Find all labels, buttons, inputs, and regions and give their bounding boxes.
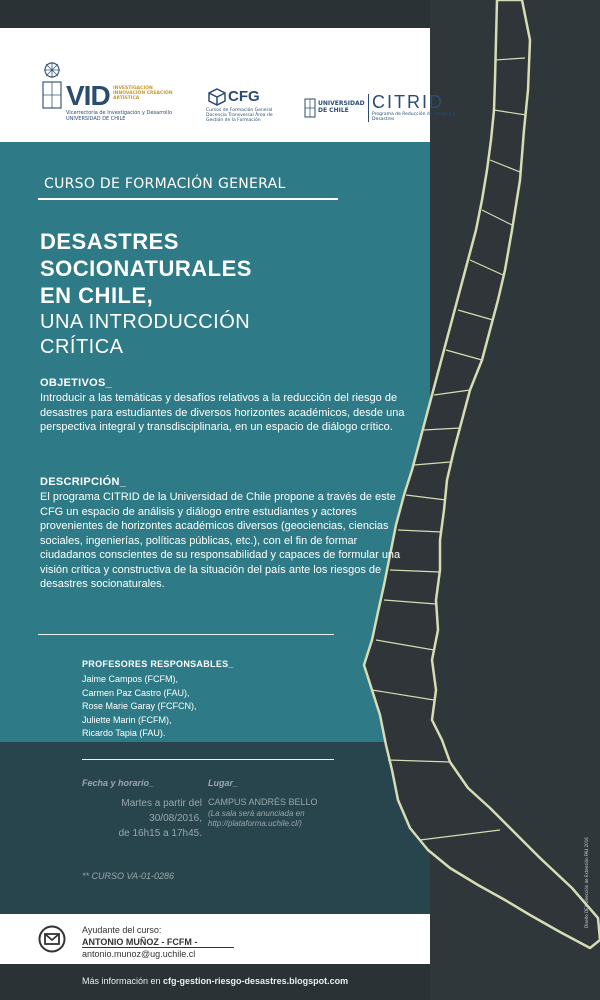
university-emblem-icon: [40, 60, 64, 118]
descripcion-body: El programa CITRID de la Universidad de Chile propone a través de este CFG un espacio de análisis y diálogo entre estudiantes y actores provenientes de horizontes académicos diversos (geociencias, ciencias sociales, ingenierías, políticas públicas, etc.), con el fin de formar ciudadanos conscientes de su responsabilidad y capaces de formular una visión crítica y constructiva de la situación del país ante los riesgos de desastres socionaturales.: [40, 491, 401, 590]
lugar-place: CAMPUS ANDRÉS BELLO: [208, 797, 318, 807]
ayudante-label: Ayudante del curso:: [82, 925, 162, 935]
course-label-underline: [38, 198, 338, 200]
title-line-3: EN CHILE,: [40, 283, 154, 308]
list-item: Rose Marie Garay (FCFCN),: [82, 701, 197, 711]
chile-map-shape: [364, 0, 600, 948]
more-info-link[interactable]: cfg-gestion-riesgo-desastres.blogspot.com: [163, 976, 349, 986]
ayudante-underline: [82, 947, 234, 948]
course-type-label: CURSO DE FORMACIÓN GENERAL: [44, 176, 286, 192]
more-info-prefix: Más información en: [82, 976, 164, 986]
uchile-logo-text: UNIVERSIDAD DE CHILE: [318, 100, 365, 114]
cfg-cube-icon: [208, 88, 226, 106]
lugar-note-line-1: (La sala será anunciada en: [208, 809, 305, 818]
horario-heading: Fecha y horario_: [82, 778, 155, 788]
citrid-logo-text: CITRID: [372, 92, 444, 112]
title-line-2: SOCIONATURALES: [40, 256, 252, 281]
list-item: Juliette Marin (FCFM),: [82, 714, 172, 725]
horario-body: [82, 796, 202, 841]
section-divider: [38, 634, 334, 635]
horario-line-1: Martes a partir del: [121, 798, 202, 809]
profesores-list: [82, 673, 197, 741]
citrid-divider: [368, 94, 369, 122]
horario-line-3: de 16h15 a 17h45.: [118, 828, 202, 839]
ayudante-email[interactable]: antonio.munoz@ug.uchile.cl: [82, 949, 196, 959]
lugar-heading: Lugar_: [208, 778, 239, 788]
more-info: [82, 976, 348, 986]
objetivos-body: Introducir a las temáticas y desafíos relativos a la reducción del riesgo de desastres para estudiantes de diversos horizontes académicos, desde una perspectiva integral y transdisciplinaria, en un espacio de diálogo crítico.: [40, 392, 405, 433]
title-line-4: UNA INTRODUCCIÓN: [40, 311, 251, 333]
list-item: Carmen Paz Castro (FAU),: [82, 687, 190, 698]
profesores-heading: PROFESORES RESPONSABLES_: [82, 659, 234, 669]
curso-code: ** CURSO VA-01-0286: [82, 871, 175, 881]
lugar-note: [208, 809, 305, 829]
citrid-subtitle: Programa de Reducción de Riesgos y Desastres: [372, 112, 456, 122]
cfg-logo-text: CFG: [228, 88, 260, 105]
lugar-note-line-2: http://plataforma.uchile.cl/): [208, 819, 302, 828]
uchile-emblem-icon: [304, 98, 316, 118]
list-item: Ricardo Tapia (FAU).: [82, 728, 166, 738]
course-title-bold: [40, 228, 252, 309]
list-item: Jaime Campos (FCFM),: [82, 674, 179, 684]
vid-tagline: INVESTIGACIÓN INNOVACIÓN CREACIÓN ARTÍSTICA: [113, 86, 173, 101]
vid-logo-text: VID: [66, 80, 110, 111]
title-line-1: DESASTRES: [40, 229, 179, 254]
course-title-light: [40, 310, 250, 360]
descripcion-heading: DESCRIPCIÓN_: [40, 476, 127, 488]
objetivos-heading: OBJETIVOS_: [40, 377, 113, 389]
mail-icon: [38, 925, 66, 953]
vid-subtitle: Vicerrectoría de Investigación y Desarrollo UNIVERSIDAD DE CHILE: [66, 110, 173, 122]
ayudante-name: ANTONIO MUÑOZ - FCFM -: [82, 937, 198, 947]
profesores-divider: [82, 759, 334, 760]
design-credit: Diseño DEX·Dirección de Extensión FAU 2016: [584, 837, 589, 928]
title-line-5: CRÍTICA: [40, 336, 124, 358]
cfg-subtitle: Cursos de Formación General Docencia Transversal Área de Gestión de la Formación: [206, 108, 273, 123]
horario-line-2: 30/08/2016,: [149, 813, 202, 824]
